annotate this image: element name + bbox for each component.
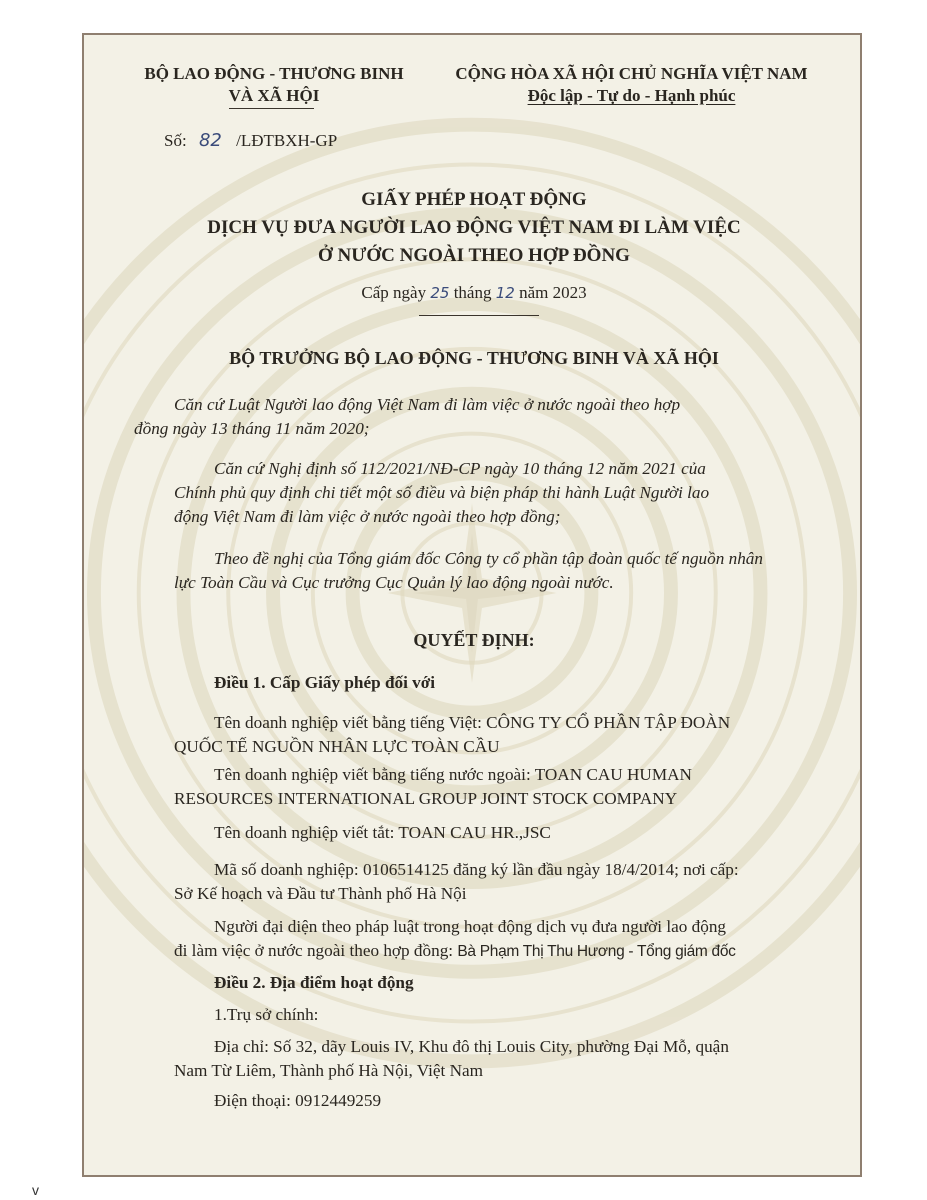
preamble-2-line2: Chính phủ quy định chi tiết một số điều và biện pháp thi hành Luật Người lao — [174, 483, 710, 502]
phone-number: Điện thoại: 0912449259 — [214, 1091, 382, 1110]
issue-month-label: tháng — [453, 283, 492, 302]
enterprise-code-line2: Sở Kế hoạch và Đầu tư Thành phố Hà Nội — [174, 884, 467, 903]
footer-mark: v — [32, 1182, 39, 1198]
ministry-name — [114, 63, 434, 107]
preamble-1-line1: Căn cứ Luật Người lao động Việt Nam đi làm việc ở nước ngoài theo hợp — [174, 395, 681, 414]
preamble-2-line3: động Việt Nam đi làm việc ở nước ngoài theo hợp đồng; — [174, 507, 561, 526]
issuing-authority: BỘ TRƯỞNG BỘ LAO ĐỘNG - THƯƠNG BINH VÀ XÃ HỘI — [229, 348, 719, 368]
country-name: CỘNG HÒA XÃ HỘI CHỦ NGHĨA VIỆT NAM — [455, 64, 808, 83]
foreign-name-line1: Tên doanh nghiệp viết bằng tiếng nước ngoài: TOAN CAU HUMAN — [214, 765, 692, 784]
article-2-heading: Điều 2. Địa điểm hoạt động — [214, 973, 414, 992]
decision-heading: QUYẾT ĐỊNH: — [413, 630, 535, 650]
motto: Độc lập - Tự do - Hạnh phúc — [527, 86, 736, 105]
representative-line2-prefix: đi làm việc ở nước ngoài theo hợp đồng: — [174, 941, 458, 960]
enterprise-code-line1: Mã số doanh nghiệp: 0106514125 đăng ký lần đầu ngày 18/4/2014; nơi cấp: — [214, 860, 739, 879]
number-suffix: /LĐTBXH-GP — [236, 131, 338, 150]
national-motto — [429, 63, 834, 107]
preamble-2-line1: Căn cứ Nghị định số 112/2021/NĐ-CP ngày 10 tháng 12 năm 2021 của — [214, 459, 706, 478]
address-line1: Địa chỉ: Số 32, dãy Louis IV, Khu đô thị Louis City, phường Đại Mỗ, quận — [214, 1037, 729, 1056]
representative-name: Bà Phạm Thị Thu Hương - Tổng giám đốc — [457, 943, 736, 960]
issue-year: năm 2023 — [519, 283, 587, 302]
head-office-address — [174, 1035, 834, 1083]
ministry-line2: VÀ XÃ HỘI — [228, 86, 320, 105]
article-1-heading: Điều 1. Cấp Giấy phép đối với — [214, 673, 436, 692]
vietnamese-name-line1: Tên doanh nghiệp viết bằng tiếng Việt: CÔNG TY CỔ PHẦN TẬP ĐOÀN — [214, 713, 731, 732]
date-underline — [419, 315, 539, 316]
vietnamese-name-line2: QUỐC TẾ NGUỒN NHÂN LỰC TOÀN CẦU — [174, 737, 500, 756]
document-page — [82, 33, 862, 1177]
address-line2: Nam Từ Liêm, Thành phố Hà Nội, Việt Nam — [174, 1061, 484, 1080]
issue-date-prefix: Cấp ngày — [361, 283, 427, 302]
document-number — [164, 130, 337, 151]
preamble-2 — [174, 457, 829, 529]
foreign-name — [174, 763, 834, 811]
issue-day: 25 — [430, 284, 450, 302]
number-label: Số: — [164, 131, 187, 150]
preamble-3-line2: lực Toàn Cầu và Cục trưởng Cục Quản lý lao động ngoài nước. — [174, 573, 614, 592]
representative-line1: Người đại diện theo pháp luật trong hoạt động dịch vụ đưa người lao động — [214, 917, 727, 936]
ministry-underline — [229, 108, 314, 109]
preamble-1 — [134, 393, 829, 441]
license-subtitle-2: Ở NƯỚC NGOÀI THEO HỢP ĐỒNG — [318, 245, 630, 266]
number-value: 82 — [198, 130, 222, 151]
vietnamese-name — [174, 711, 834, 759]
license-subtitle-1: DỊCH VỤ ĐƯA NGƯỜI LAO ĐỘNG VIỆT NAM ĐI LÀM VIỆC — [207, 217, 741, 238]
issue-month: 12 — [495, 284, 515, 302]
license-title: GIẤY PHÉP HOẠT ĐỘNG — [361, 189, 587, 210]
legal-representative — [174, 915, 834, 964]
issue-date — [84, 283, 862, 303]
head-office-label: 1.Trụ sở chính: — [214, 1005, 319, 1024]
enterprise-code — [174, 858, 834, 906]
preamble-3-line1: Theo đề nghị của Tổng giám đốc Công ty cổ phần tập đoàn quốc tế nguồn nhân — [214, 549, 763, 568]
preamble-1-line2: đồng ngày 13 tháng 11 năm 2020; — [134, 419, 370, 438]
preamble-3 — [174, 547, 829, 595]
short-name: Tên doanh nghiệp viết tắt: TOAN CAU HR.,JSC — [214, 823, 551, 842]
ministry-line1: BỘ LAO ĐỘNG - THƯƠNG BINH — [144, 64, 404, 83]
foreign-name-line2: RESOURCES INTERNATIONAL GROUP JOINT STOCK COMPANY — [174, 789, 678, 808]
